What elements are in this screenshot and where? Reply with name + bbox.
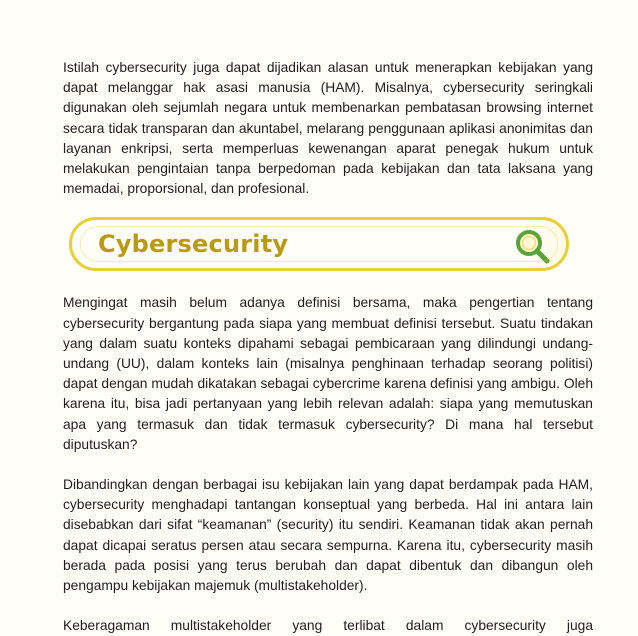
paragraph-intro: Istilah cybersecurity juga dapat dijadikan alasan untuk menerapkan kebijakan yang dapat melanggar hak asasi manusia (HAM). Misalnya, cybersecurity seringkali digunakan oleh sejumlah negara untuk membenarkan pembatasan browsing internet secara tidak transparan dan akuntabel, melarang penggunaan aplikasi anonimitas dan layanan enkripsi, serta memperluas kewenangan aparat penegak hukum untuk melakukan pengintaian tanpa berpedoman pada kebijakan dan tata laksana yang memadai, proporsional, dan profesional. <box>63 60 593 197</box>
paragraph-multistakeholder: Keberagaman multistakeholder yang terlibat dalam cybersecurity juga <box>63 618 593 634</box>
paragraph-definition: Mengingat masih belum adanya definisi bersama, maka pengertian tentang cybersecurity bergantung pada siapa yang membuat definisi tersebut. Suatu tindakan yang dalam suatu konteks dipahami sebagai pembicaraan yang dilindungi undang-undang (UU), dalam konteks lain (misalnya penghinaan terhadap seorang politisi) dapat dengan mudah dikatakan sebagai cybercrime karena definisi yang ambigu. Oleh karena itu, bisa jadi pertanyaan yang lebih relevan adalah: siapa yang memutuskan apa yang termasuk dan tidak termasuk cybersecurity? Di mana hal tersebut diputuskan? <box>63 295 593 452</box>
document-page <box>63 58 593 636</box>
banner-title: Cybersecurity <box>98 230 289 259</box>
paragraph-challenge: Dibandingkan dengan berbagai isu kebijakan lain yang dapat berdampak pada HAM, cybersecurity menghadapi tantangan konseptual yang berbeda. Hal ini antara lain disebabkan dari sifat “keamanan” (security) itu sendiri. Keamanan tidak akan pernah dapat dicapai seratus persen atau secara sempurna. Karena itu, cybersecurity masih berada pada posisi yang terus berubah dan dapat dibentuk dan dibangun oleh pengampu kebijakan majemuk (multistakeholder). <box>63 477 593 594</box>
cybersecurity-banner <box>69 217 569 271</box>
search-icon <box>512 226 552 266</box>
